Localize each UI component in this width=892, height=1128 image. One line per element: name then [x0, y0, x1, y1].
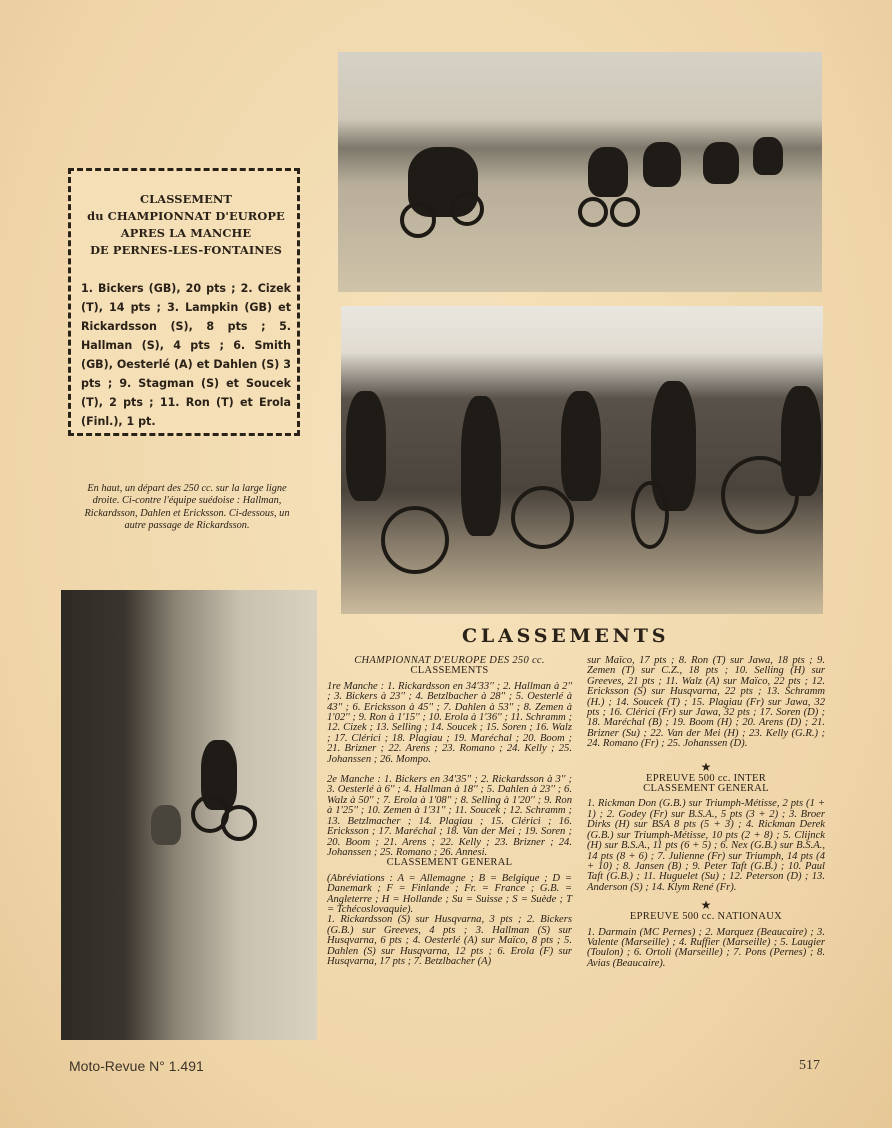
inter-500-results: 1. Rickman Don (G.B.) sur Triumph-Métisse, 2 pts (1 + 1) ; 2. Godey (Fr) sur B.S.A., 5 pts (3 + 2) ; 3. Broer Dirks (H) sur BSA 8 pts (5 + 3) ; 4. Rickman Derek (G.B.) sur Triumph-Métisse, 10 pts (2 + 8) ; 5. Clijnck (H) sur B.S.A., 11 pts (6 + 5) ; 6. Nex (G.B.) sur B.S.A., 14 pts (8 + 6) ; 7. Julienne (Fr) sur Triumph, 14 pts (4 + 10) ; 8. Jansen (B) ; 9. Peter Taft (G.B.) ; 10. Paul Taft (G.B.) ; 11. Huguelet (Su) ; 12. Peterson (D) ; 13. Anderson (S) ; 14. Klym René (Fr).: [587, 798, 825, 893]
national-500-results: 1. Darmain (MC Pernes) ; 2. Marquez (Beaucaire) ; 3. Valente (Marseille) ; 4. Ruffier (Marseille) ; 5. Laugier (Toulon) ; 6. Ortoli (Marseille) ; 7. Pons (Pernes) ; 8. Avias (Beaucaire).: [587, 926, 825, 969]
second-heat-results: 2e Manche : 1. Bickers en 34'35'' ; 2. Rickardsson à 3'' ; 3. Oesterlé à 6'' ; 4. Hallman à 18'' ; 5. Dahlen à 23'' ; 6. Walz à 50'' ; 7. Erola à 1'08'' ; 8. Selling à 1'20'' ; 9. Ron à 1'25'' ; 10. Zemen à 1'31'' ; 11. Soucek ; 12. Schramm ; 13. Betzlmacher ; 14. Plagiau ; 15. Clérici ; 16. Ericksson ; 17. Maréchal ; 18. Van der Mei ; 19. Soren ; 20. Boom ; 21. Arens ; 22. Kelly ; 23. Brizner ; 24. Johanssen ; 25. Romano ; 26. Annesi.: [327, 774, 572, 858]
general-classification-continued: sur Maïco, 17 pts ; 8. Ron (T) sur Jawa, 18 pts ; 9. Zemen (T) sur C.Z., 18 pts ; 10. Selling (H) sur Greeves, 21 pts ; 11. Walz (A) sur Maïco, 22 pts ; 12. Ericksson (S) sur Husqvarna, 22 pts ; 13. Schramm (H.) ; 14. Soucek (T) ; 15. Plagiau (Fr) sur Jawa, 32 pts ; 16. Clérici (Fr) sur Jawa, 32 pts ; 17. Soren (D) ; 18. Maréchal (B) ; 19. Boom (H) ; 20. Arens (D) ; 21. Brizner (Su) ; 22. Van der Mei (H) ; 23. Kelly (G.R.) ; 24. Romano (Fr) ; 25. Johanssen (D).: [587, 655, 825, 750]
box-heading-line: CLASSEMENT: [140, 192, 232, 206]
page-number: 517: [799, 1058, 820, 1073]
championship-standings-box: [68, 168, 300, 436]
national-500-heading: EPREUVE 500 cc. NATIONAUX: [629, 911, 783, 923]
general-classification-heading: CLASSEMENT GENERAL: [386, 857, 513, 869]
inter-500-subheading: CLASSEMENT GENERAL: [643, 783, 769, 795]
star-separator-icon: ★: [700, 759, 712, 774]
box-standings-text: 1. Bickers (GB), 20 pts ; 2. Cizek (T), 14 pts ; 3. Lampkin (GB) et Rickardsson (S), 8 pts ; 5. Hallman (S), 4 pts ; 6. Smith (GB), Oesterlé (A) et Dahlen (S) 3 pts ; 9. Stagman (S) et Soucek (T), 2 pts ; 11. Ron (T) et Erola (Finl.), 1 pt.: [81, 282, 291, 428]
star-separator-icon: ★: [700, 898, 712, 913]
box-heading-line: APRES LA MANCHE: [120, 226, 252, 240]
photo-caption: En haut, un départ des 250 cc. sur la large ligne droite. Ci-contre l'équipe suédoise : Hallman, Rickardsson, Dahlen et Ericksson. Ci-dessous, un autre passage de Rickardsson.: [84, 483, 290, 532]
results-column-left: [327, 656, 572, 967]
box-heading-line: du CHAMPIONNAT D'EUROPE: [87, 209, 285, 223]
classements-subheading: CLASSEMENTS: [410, 665, 489, 677]
box-heading-line: DE PERNES-LES-FONTAINES: [90, 243, 282, 257]
photo-race-start: [338, 52, 822, 292]
championship-heading: CHAMPIONNAT D'EUROPE DES 250 cc.: [354, 655, 545, 666]
magazine-issue-label: Moto-Revue N° 1.491: [69, 1058, 204, 1074]
general-classification-results: 1. Rickardsson (S) sur Husqvarna, 3 pts ; 2. Bickers (G.B.) sur Greeves, 4 pts ; 3. Hallman (S) sur Husqvarna, 6 pts ; 4. Oesterlé (A) sur Maïco, 8 pts ; 5. Dahlen (S) sur Husqvarna, 12 pts ; 6. Erola (F) sur Husqvarna, 17 pts ; 7. Betzlbacher (A): [327, 914, 572, 967]
photo-rickardsson: [61, 590, 317, 1040]
abbreviations-note: (Abréviations : A = Allemagne ; B = Belgique ; D = Danemark ; F = Finlande ; Fr. = France ; G.B. = Angleterre ; H = Hollande ; Su = Suisse ; S = Suède ; T = Tchécoslovaquie).: [327, 872, 572, 915]
results-column-right: [587, 656, 825, 969]
photo-swedish-team: [341, 306, 823, 614]
box-heading: [81, 191, 291, 259]
inter-500-heading: EPREUVE 500 cc. INTER: [645, 772, 767, 784]
first-heat-results: 1re Manche : 1. Rickardsson en 34'33'' ; 2. Hallman à 2'' ; 3. Bickers à 23'' ; 4. Betzlbacher à 28'' ; 5. Oesterlé à 43'' ; 6. Ericksson à 45'' ; 7. Dahlen à 53'' ; 8. Zemen à 1'02'' ; 9. Ron à 1'15'' ; 10. Erola à 1'36'' ; 11. Schramm ; 12. Cizek ; 13. Selling ; 14. Soucek ; 15. Soren ; 16. Walz ; 17. Clérici ; 18. Plagiau ; 19. Maréchal ; 20. Boom ; 21. Brizner ; 22. Arens ; 23. Romano ; 24. Kelly ; 25. Johanssen ; 26. Mompo.: [327, 680, 572, 765]
section-title: CLASSEMENTS: [462, 625, 670, 647]
